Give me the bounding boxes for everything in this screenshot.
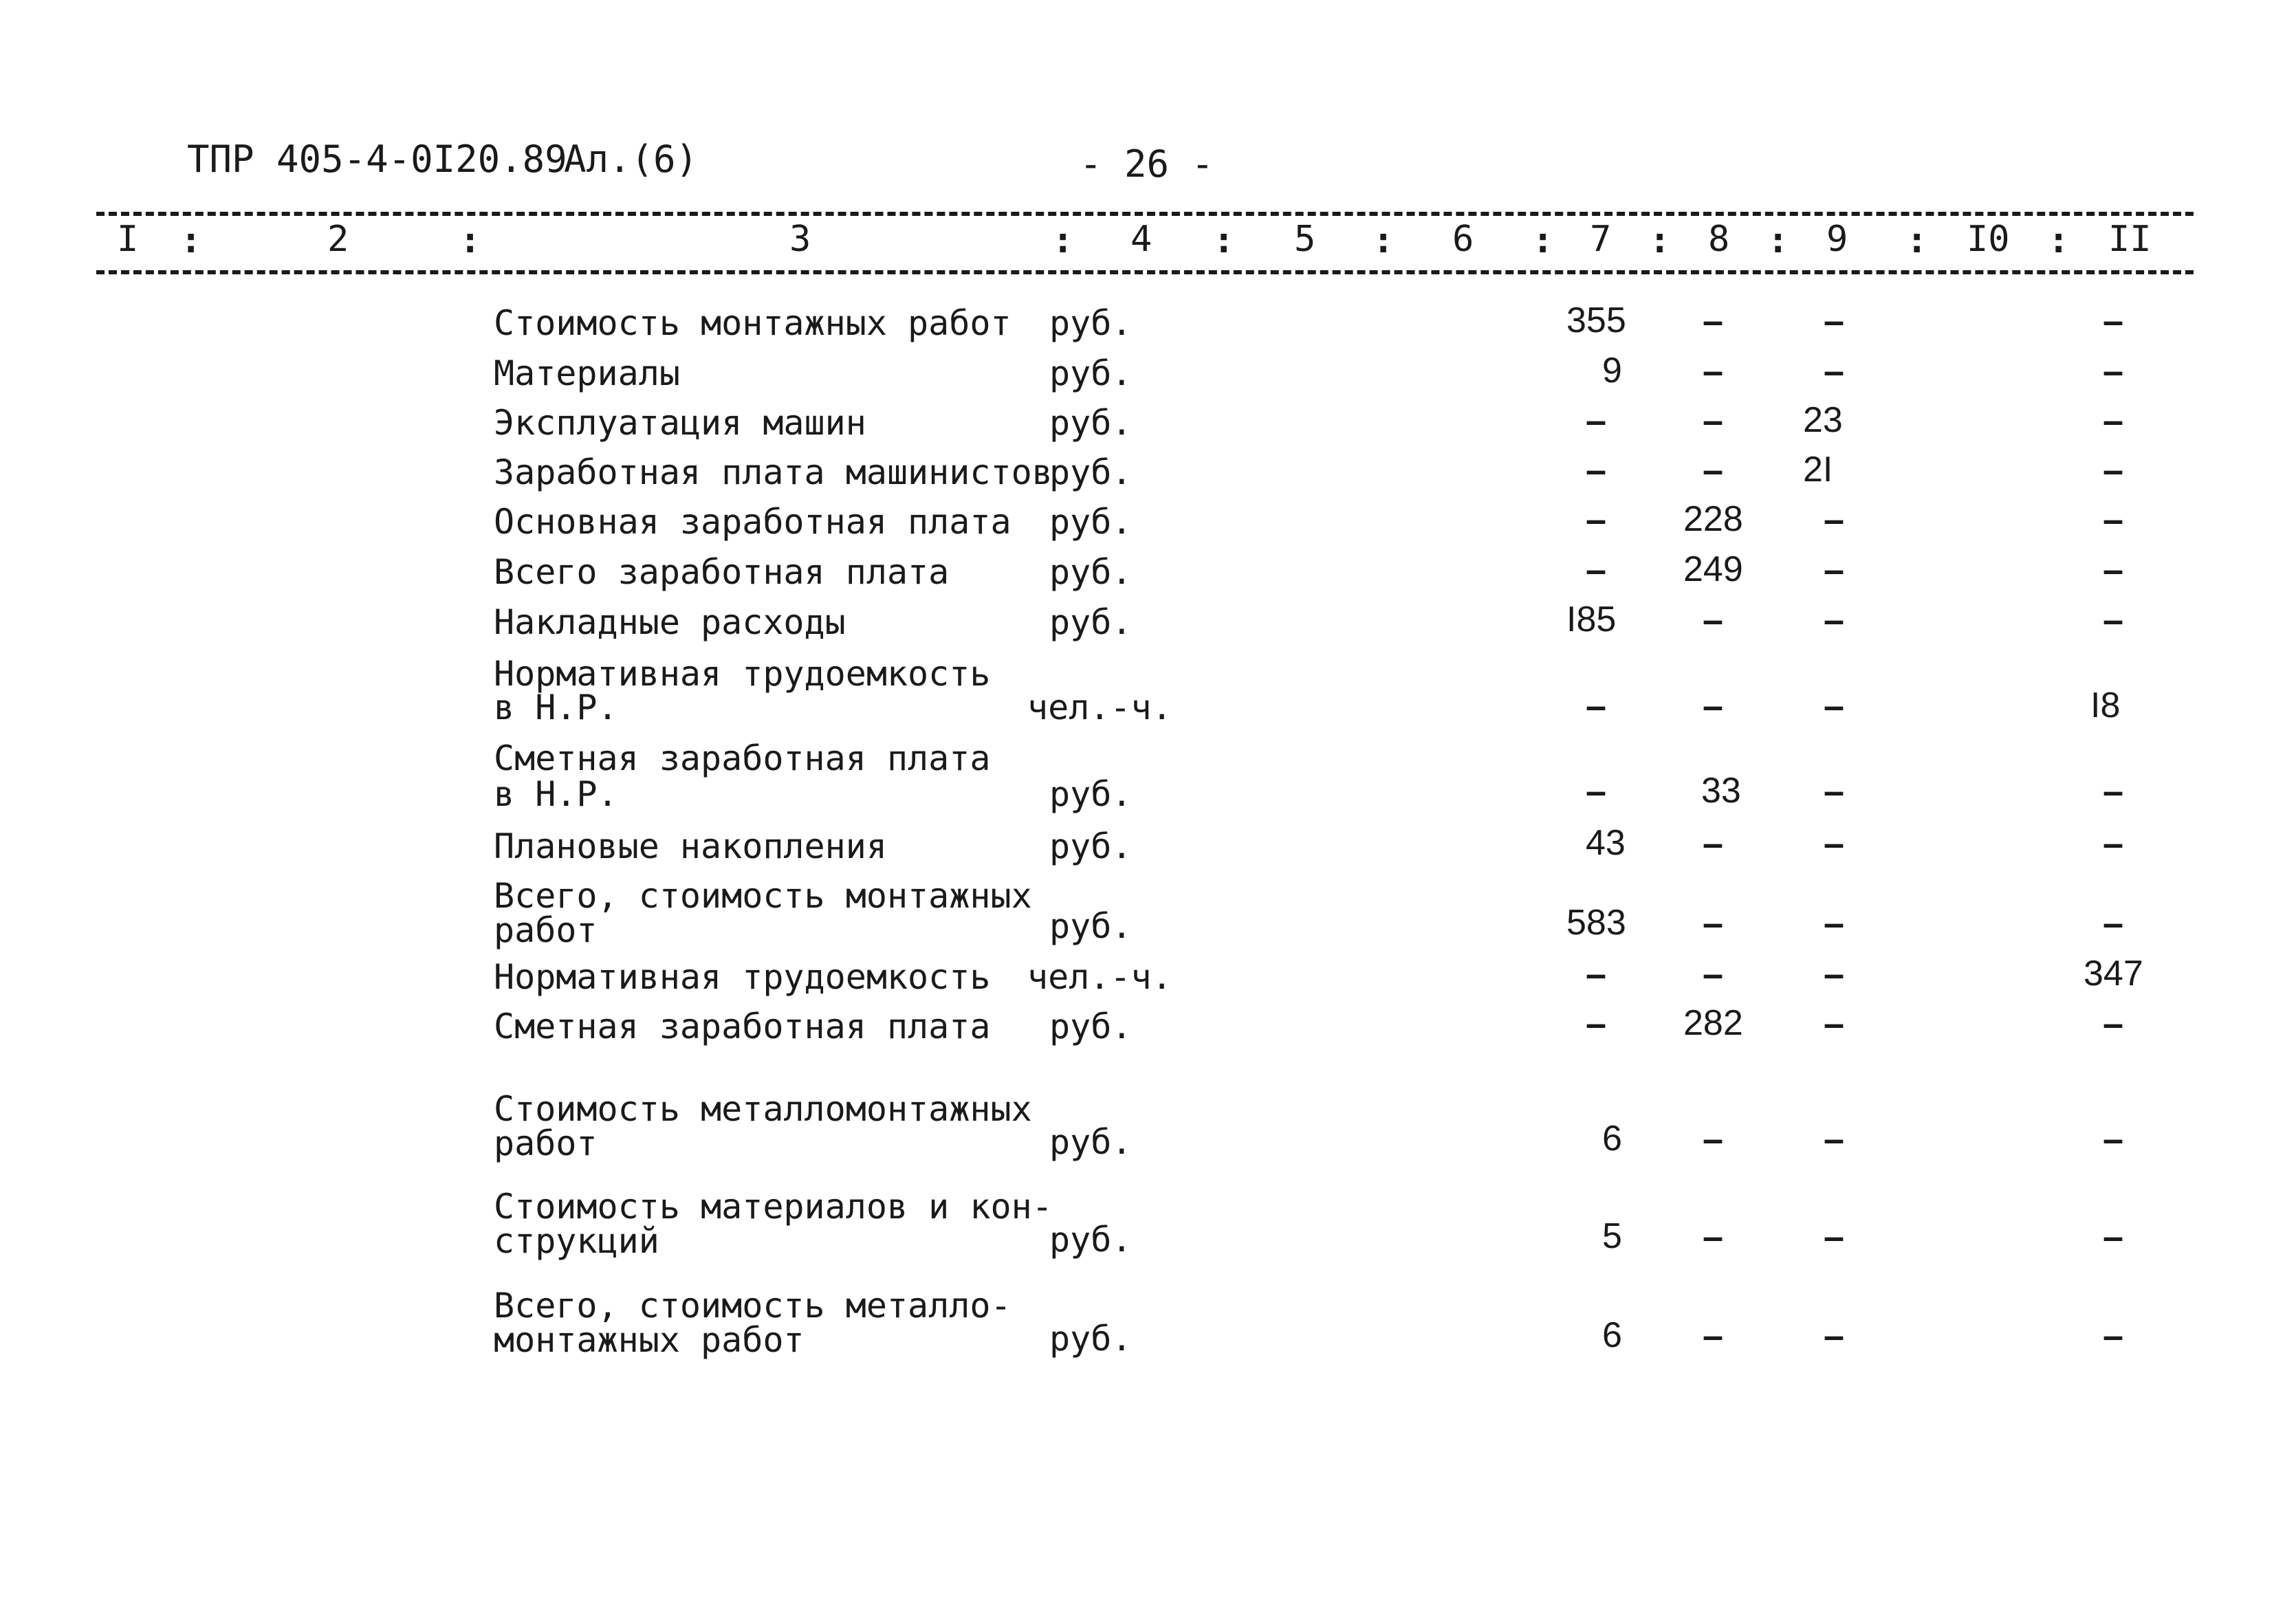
value-col-11: –: [2103, 823, 2124, 864]
column-number-10: I0: [1967, 219, 2010, 260]
row-description: Стоимость монтажных работ: [494, 303, 1012, 343]
row-description: Стоимость металломонтажных: [494, 1089, 1032, 1129]
value-col-7: 583: [1566, 903, 1626, 943]
value-col-7: 355: [1566, 300, 1626, 340]
value-col-8: –: [1703, 450, 1724, 491]
column-separator: :: [180, 220, 202, 261]
value-col-11: –: [2103, 400, 2124, 441]
value-col-11: –: [2103, 771, 2124, 812]
value-col-11: –: [2103, 1003, 2124, 1044]
value-col-11: –: [2103, 600, 2124, 641]
value-col-8: –: [1703, 954, 1724, 995]
value-col-9: –: [1824, 1315, 1845, 1357]
row-description: Материалы: [494, 353, 680, 393]
value-col-7: –: [1586, 400, 1607, 441]
value-col-9: –: [1824, 771, 1845, 812]
row-unit: руб.: [1049, 1220, 1133, 1260]
row-unit: руб.: [1049, 552, 1133, 592]
row-unit: чел.-ч.: [1027, 957, 1172, 997]
value-col-9: –: [1824, 954, 1845, 995]
column-number-6: 6: [1452, 219, 1474, 260]
row-description-continuation: струкций: [494, 1221, 659, 1261]
row-description-continuation: работ: [494, 910, 598, 950]
row-description: Основная заработная плата: [494, 502, 1012, 542]
row-description: Плановые накопления: [494, 826, 887, 866]
row-unit: руб.: [1049, 353, 1133, 393]
row-description: Нормативная трудоемкость: [494, 957, 991, 997]
row-description: Сметная заработная плата: [494, 738, 991, 778]
row-description-continuation: монтажных работ: [494, 1320, 805, 1360]
column-number-7: 7: [1590, 219, 1612, 260]
value-col-7: 6: [1602, 1315, 1622, 1355]
value-col-8: 33: [1701, 771, 1741, 811]
column-number-1: I: [117, 219, 139, 260]
value-col-11: –: [2103, 903, 2124, 944]
row-unit: руб.: [1049, 774, 1133, 814]
value-col-8: –: [1703, 685, 1724, 727]
value-col-7: 5: [1602, 1216, 1622, 1256]
value-col-7: –: [1586, 499, 1607, 540]
value-col-8: 228: [1683, 499, 1743, 539]
value-col-8: –: [1703, 1315, 1724, 1357]
value-col-9: –: [1824, 499, 1845, 540]
value-col-7: –: [1586, 685, 1607, 727]
value-col-7: I85: [1566, 600, 1617, 639]
column-number-2: 2: [327, 219, 349, 260]
value-col-11: –: [2103, 300, 2124, 342]
value-col-11: –: [2103, 1315, 2124, 1357]
column-separator: :: [1649, 220, 1671, 261]
album-number: Ал.(6): [564, 138, 699, 181]
row-unit: руб.: [1049, 826, 1133, 866]
value-col-8: 249: [1683, 549, 1743, 589]
row-unit: руб.: [1049, 602, 1133, 642]
row-unit: руб.: [1049, 403, 1133, 443]
value-col-11: –: [2103, 549, 2124, 591]
value-col-8: –: [1703, 351, 1724, 392]
value-col-9: –: [1824, 549, 1845, 591]
value-col-9: –: [1824, 600, 1845, 641]
value-col-8: –: [1703, 600, 1724, 641]
column-number-11: II: [2108, 219, 2152, 260]
value-col-9: –: [1824, 1003, 1845, 1044]
value-col-7: –: [1586, 450, 1607, 491]
value-col-8: –: [1703, 1119, 1724, 1160]
column-separator: :: [2048, 220, 2070, 261]
value-col-11: –: [2103, 1216, 2124, 1258]
value-col-9: –: [1824, 1119, 1845, 1160]
column-separator: :: [1532, 220, 1554, 261]
column-number-4: 4: [1130, 219, 1152, 260]
value-col-11: I8: [2090, 685, 2121, 725]
value-col-9: –: [1824, 300, 1845, 342]
value-col-7: –: [1586, 549, 1607, 591]
value-col-7: 6: [1602, 1119, 1622, 1159]
header-top-rule: [96, 212, 2194, 216]
page-number: - 26 -: [1080, 142, 1214, 186]
row-description-continuation: в Н.Р.: [494, 688, 618, 727]
row-description: Всего заработная плата: [494, 552, 950, 592]
row-description: Эксплуатация машин: [494, 403, 866, 443]
row-unit: руб.: [1049, 1007, 1133, 1046]
column-separator: :: [1052, 220, 1074, 261]
row-unit: руб.: [1049, 1122, 1133, 1162]
row-description: Нормативная трудоемкость: [494, 654, 991, 694]
row-description-continuation: в Н.Р.: [494, 774, 618, 814]
row-unit: руб.: [1049, 906, 1133, 946]
value-col-8: –: [1703, 400, 1724, 441]
column-separator: :: [1906, 220, 1928, 261]
value-col-11: –: [2103, 351, 2124, 392]
value-col-11: –: [2103, 1119, 2124, 1160]
value-col-9: –: [1824, 1216, 1845, 1258]
row-description-continuation: работ: [494, 1123, 598, 1163]
value-col-7: –: [1586, 1003, 1607, 1044]
row-description: Всего, стоимость монтажных: [494, 876, 1032, 916]
value-col-9: –: [1824, 823, 1845, 864]
row-unit: руб.: [1049, 1319, 1133, 1359]
column-number-3: 3: [789, 219, 811, 260]
value-col-7: –: [1586, 771, 1607, 812]
value-col-8: –: [1703, 903, 1724, 944]
column-number-9: 9: [1826, 219, 1848, 260]
document-code: ТПР 405-4-0I20.89: [187, 138, 567, 181]
value-col-8: –: [1703, 300, 1724, 342]
column-separator: :: [1767, 220, 1789, 261]
value-col-8: –: [1703, 823, 1724, 864]
value-col-11: –: [2103, 450, 2124, 491]
value-col-9: –: [1824, 351, 1845, 392]
column-separator: :: [1213, 220, 1235, 261]
value-col-7: 9: [1602, 351, 1622, 391]
row-unit: руб.: [1049, 303, 1133, 343]
row-unit: руб.: [1049, 502, 1133, 542]
column-separator: :: [459, 220, 481, 261]
value-col-7: –: [1586, 954, 1607, 995]
value-col-11: –: [2103, 499, 2124, 540]
column-separator: :: [1373, 220, 1395, 261]
row-description: Заработная плата машинистов: [494, 452, 1053, 492]
column-number-5: 5: [1294, 219, 1316, 260]
column-number-8: 8: [1708, 219, 1730, 260]
row-description: Накладные расходы: [494, 602, 846, 642]
value-col-9: –: [1824, 685, 1845, 727]
row-description: Сметная заработная плата: [494, 1007, 991, 1046]
row-unit: руб.: [1049, 452, 1133, 492]
value-col-11: 347: [2084, 954, 2143, 994]
row-unit: чел.-ч.: [1027, 688, 1172, 727]
value-col-9: 23: [1803, 400, 1843, 440]
value-col-8: 282: [1683, 1003, 1743, 1043]
value-col-9: 2I: [1803, 450, 1833, 490]
header-bottom-rule: [96, 270, 2194, 274]
value-col-8: –: [1703, 1216, 1724, 1258]
row-description: Стоимость материалов и кон-: [494, 1187, 1053, 1227]
row-description: Всего, стоимость металло-: [494, 1286, 1012, 1326]
value-col-7: 43: [1586, 823, 1626, 863]
value-col-9: –: [1824, 903, 1845, 944]
